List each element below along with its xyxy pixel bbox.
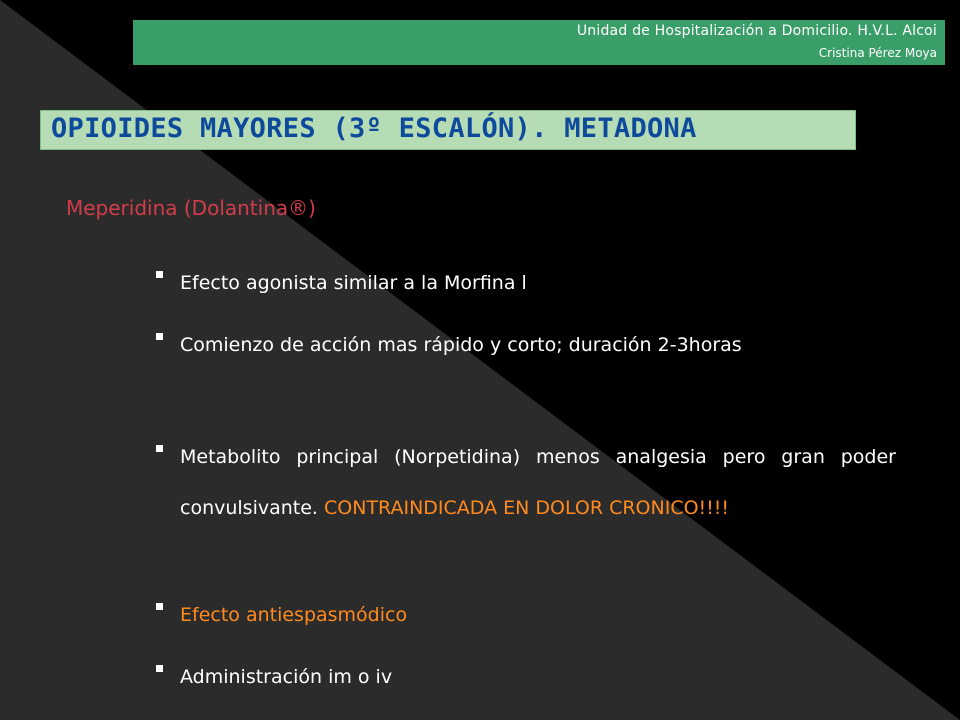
contraindication-warning: CONTRAINDICADA EN DOLOR CRONICO!!!! — [324, 497, 730, 519]
square-bullet-icon — [156, 445, 163, 452]
bullet-text: Administración im o iv — [180, 666, 393, 688]
header-institution: Unidad de Hospitalización a Domicilio. H.V.L. Alcoi — [576, 23, 937, 39]
bullet-text: Comienzo de acción mas rápido y corto; duración 2-3horas — [180, 334, 742, 356]
bullet-text: Efecto agonista similar a la Morfina l — [180, 272, 527, 294]
square-bullet-icon — [156, 603, 163, 610]
slide-title: OPIOIDES MAYORES (3º ESCALÓN). METADONA — [51, 113, 697, 144]
bullet-text — [180, 432, 896, 534]
square-bullet-icon — [156, 271, 163, 278]
square-bullet-icon — [156, 665, 163, 672]
header-bar — [133, 20, 945, 65]
bullet-text-main: Metabolito principal (Norpetidina) menos analgesia pero gran poder convulsivante. — [180, 446, 896, 519]
title-bar — [40, 110, 856, 150]
bullet-text: Efecto antiespasmódico — [180, 604, 408, 626]
square-bullet-icon — [156, 333, 163, 340]
header-author: Cristina Pérez Moya — [818, 46, 937, 60]
slide-subtitle: Meperidina (Dolantina®) — [66, 196, 316, 220]
